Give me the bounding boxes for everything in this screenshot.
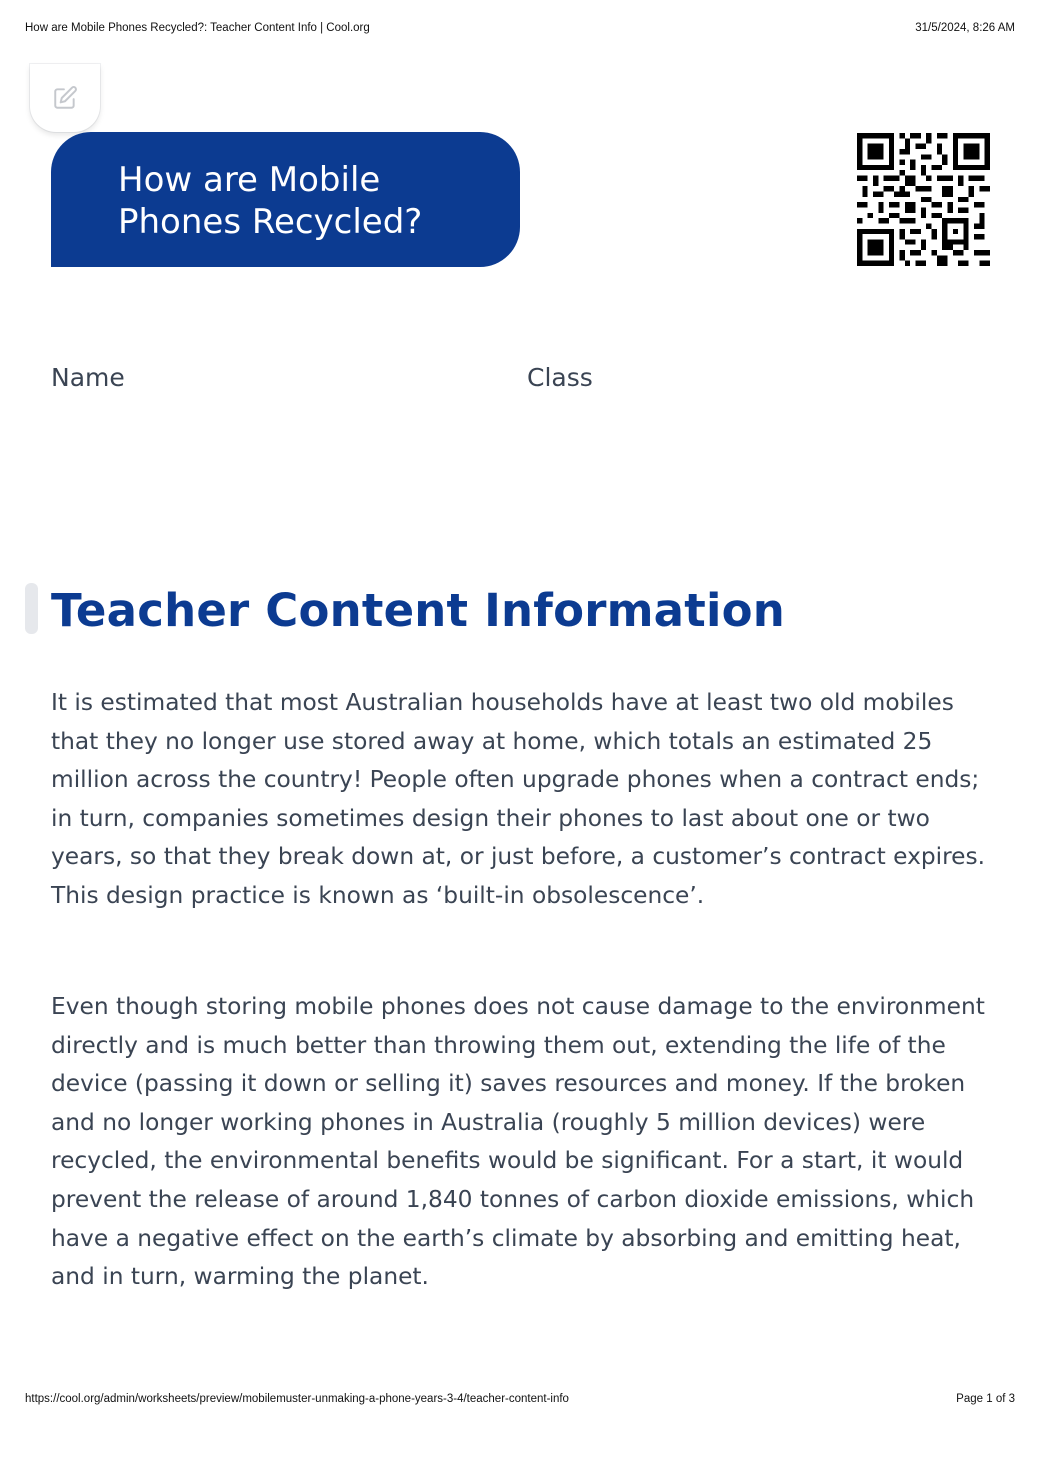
name-field-label: Name: [51, 363, 125, 392]
section-accent-bar: [25, 583, 38, 634]
pencil-edit-icon: [52, 85, 78, 111]
class-field-label: Class: [527, 363, 593, 392]
print-page-number: Page 1 of 3: [956, 1393, 1015, 1405]
body-paragraph: Even though storing mobile phones does not cause damage to the environment directly and is much better than throwing them out, extending the life of the device (passing it down or selling it) saves resources and money. If the broken and no longer working phones in Australia (roughly 5 million devices) were recycled, the environmental benefits would be significant. For a start, it would prevent the release of around 1,840 tonnes of carbon dioxide emissions, which have a negative effect on the earth’s climate by absorbing and emitting heat, and in turn, warming the planet.: [51, 993, 985, 1291]
worksheet-title: How are Mobile Phones Recycled?: [118, 160, 423, 242]
edit-button[interactable]: [30, 64, 100, 132]
print-footer: [25, 1393, 1015, 1405]
body-paragraph: It is estimated that most Australian households have at least two old mobiles that they no longer use stored away at home, which totals an estimated 25 million across the country! People often upgrade phones when a contract ends; in turn, companies sometimes design their phones to last about one or two years, so that they break down at, or just before, a customer’s contract expires. This design practice is known as ‘built-in obsolescence’.: [51, 689, 986, 909]
worksheet-title-banner: [51, 132, 520, 267]
qr-code-icon: [857, 133, 990, 266]
print-datetime: 31/5/2024, 8:26 AM: [915, 22, 1015, 34]
print-page-title: How are Mobile Phones Recycled?: Teacher Content Info | Cool.org: [25, 22, 370, 34]
print-url: https://cool.org/admin/worksheets/preview/mobilemuster-unmaking-a-phone-years-3-4/teacher-content-info: [25, 1393, 569, 1405]
section-heading: Teacher Content Information: [51, 584, 785, 637]
print-header: [25, 22, 1015, 34]
